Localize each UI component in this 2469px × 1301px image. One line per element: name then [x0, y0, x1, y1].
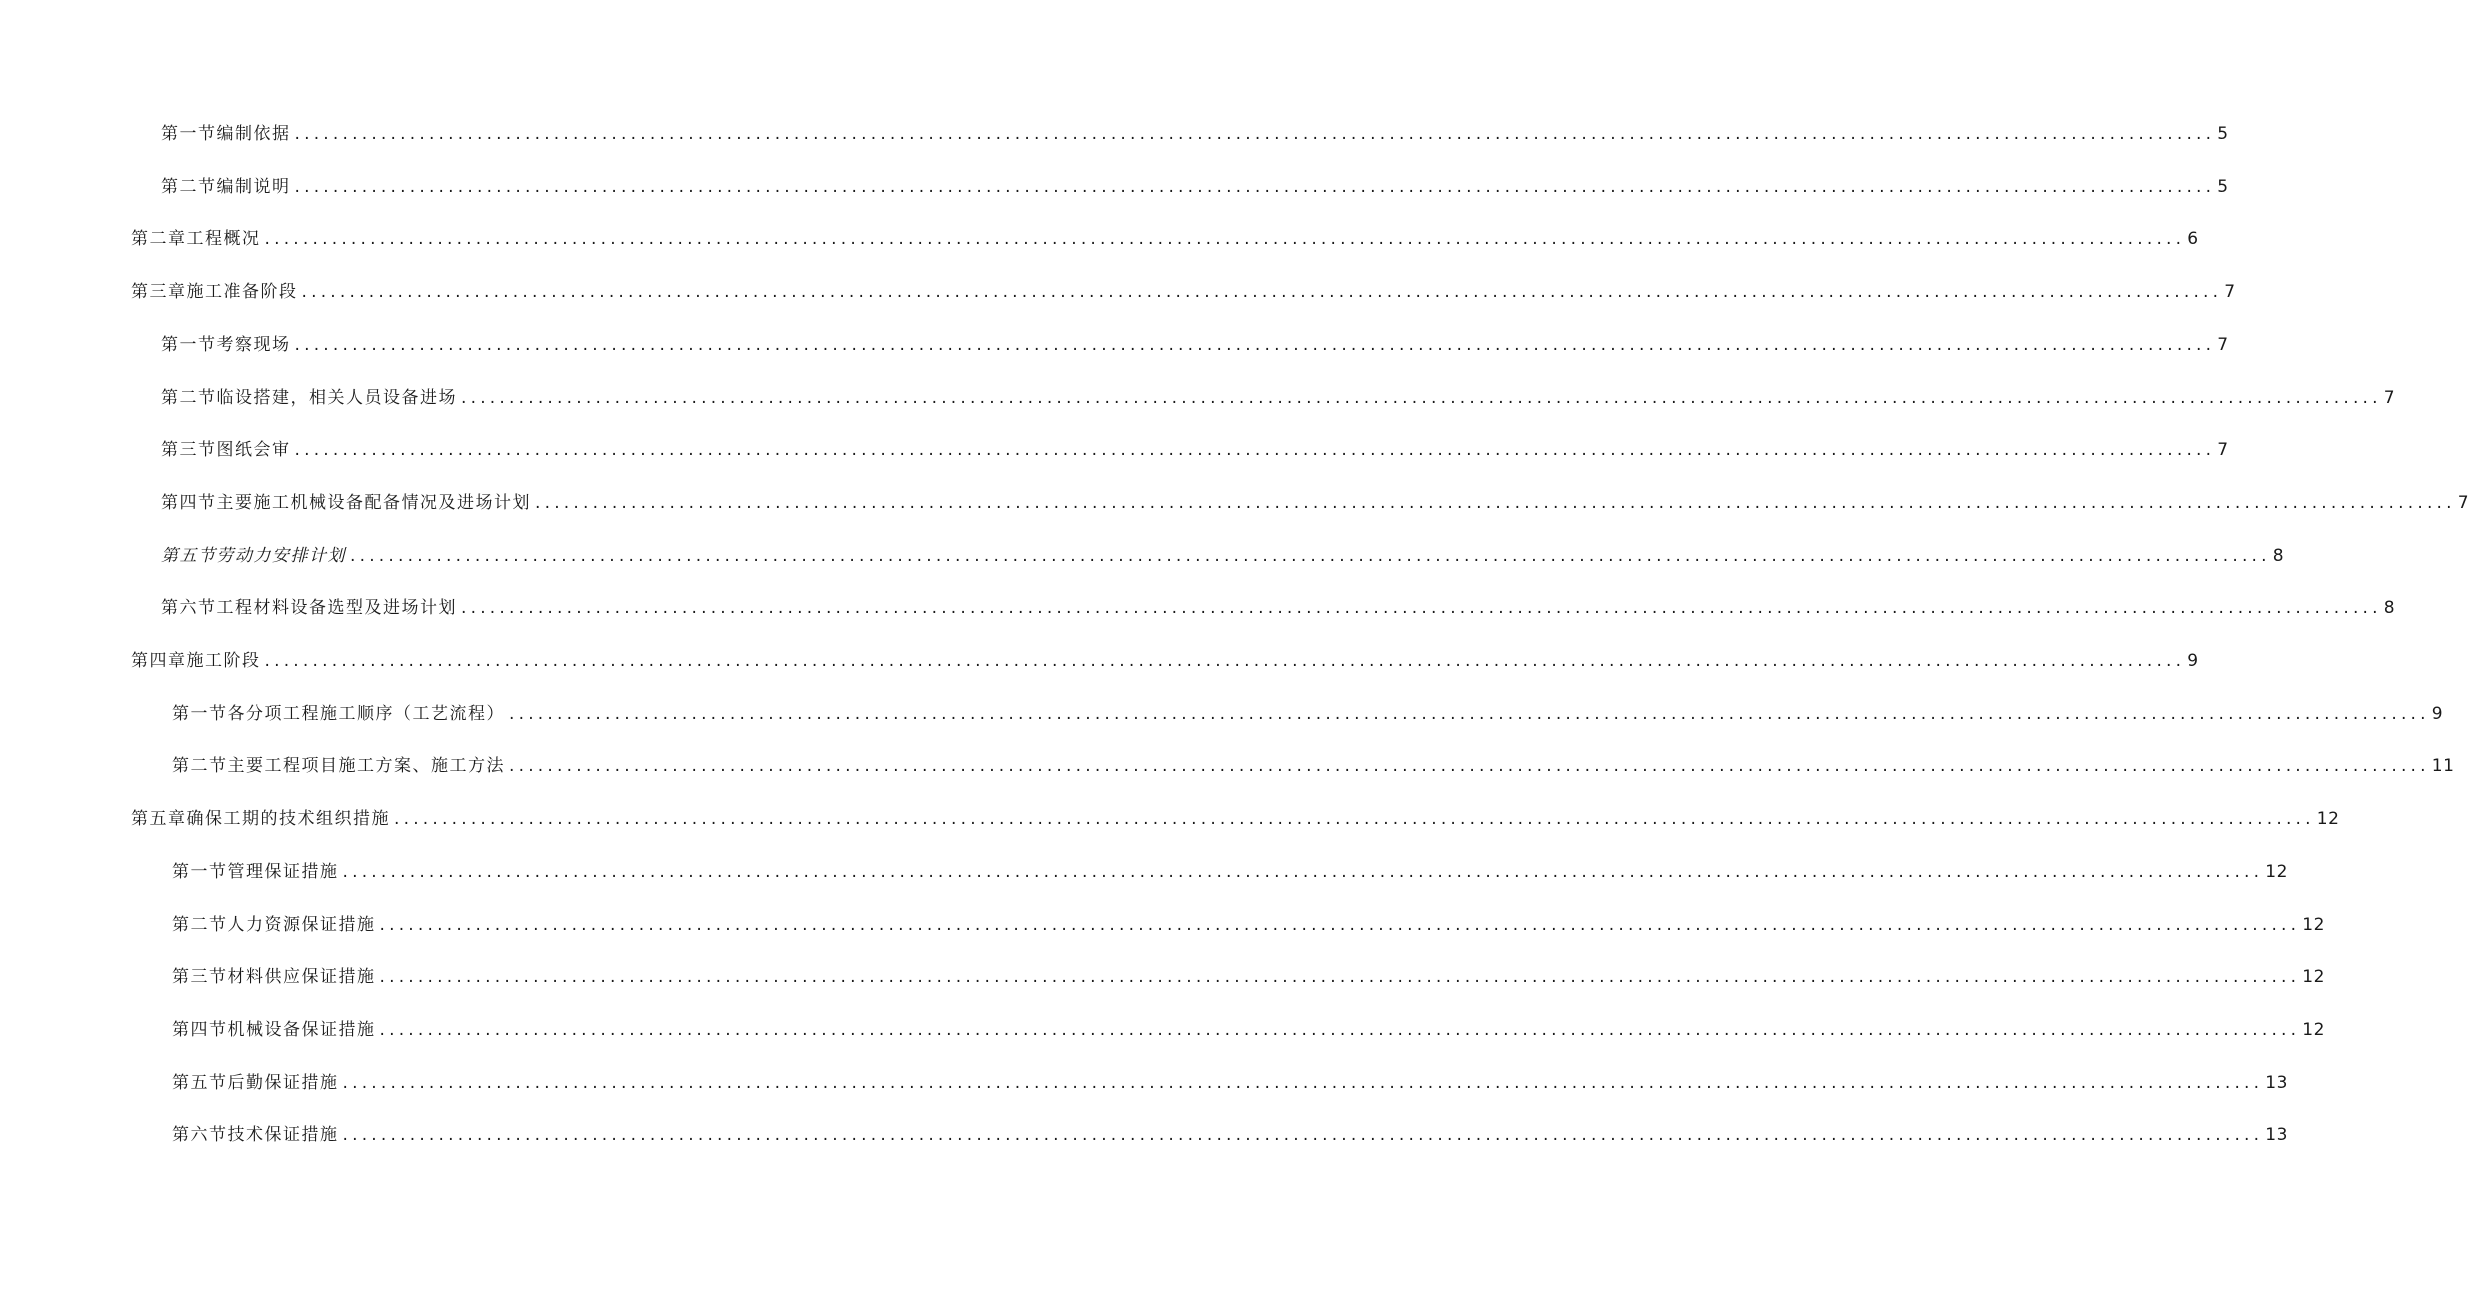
toc-entry-title: 第四节机械设备保证措施 — [172, 1019, 376, 1040]
toc-entry-title: 第四节主要施工机械设备配备情况及进场计划 — [161, 492, 531, 513]
toc-entry-title: 第六节工程材料设备选型及进场计划 — [161, 598, 457, 619]
dot-leader: ........................................................................................................................................................................................................ — [379, 1019, 2301, 1040]
dot-leader: ........................................................................................................................................................................................................ — [342, 1072, 2264, 1093]
toc-entry-page: 12 — [2265, 861, 2288, 882]
dot-leader: ........................................................................................................................................................................................................ — [342, 861, 2264, 882]
toc-entry-page: 8 — [2383, 598, 2396, 619]
toc-entry-title: 第五节劳动力安排计划 — [161, 545, 346, 566]
toc-entry[interactable] — [172, 1059, 2288, 1093]
dot-leader: ........................................................................................................................................................................................................ — [461, 598, 2382, 619]
toc-entry[interactable] — [161, 584, 2396, 619]
dot-leader: ........................................................................................................................................................................................................ — [394, 809, 2315, 830]
toc-entry-page: 13 — [2265, 1125, 2288, 1146]
toc-entry-title: 第一节考察现场 — [161, 334, 291, 355]
toc-entry[interactable] — [131, 795, 2340, 830]
toc-entry-page: 6 — [2187, 229, 2199, 250]
toc-entry-page: 7 — [2217, 440, 2229, 461]
toc-entry-title: 第一节各分项工程施工顺序（工艺流程） — [172, 703, 505, 724]
dot-leader: ........................................................................................................................................................................................................ — [379, 914, 2301, 935]
dot-leader: ........................................................................................................................................................................................................ — [509, 756, 2430, 777]
dot-leader: ........................................................................................................................................................................................................ — [342, 1125, 2264, 1146]
toc-entry[interactable] — [172, 1006, 2325, 1040]
toc-entry-title: 第二节临设搭建，相关人员设备进场 — [161, 387, 457, 408]
dot-leader: ........................................................................................................................................................................................................ — [294, 124, 2216, 144]
toc-entry-page: 12 — [2302, 914, 2325, 935]
toc-entry-page: 12 — [2302, 1019, 2325, 1040]
toc-entry[interactable] — [172, 901, 2325, 935]
toc-entry[interactable] — [161, 426, 2229, 461]
dot-leader: ........................................................................................................................................................................................................ — [294, 176, 2216, 197]
toc-entry-title: 第一节编制依据 — [161, 124, 291, 144]
toc-entry[interactable] — [161, 163, 2229, 197]
toc-entry-title: 第二节人力资源保证措施 — [172, 914, 376, 935]
dot-leader: ........................................................................................................................................................................................................ — [301, 282, 2223, 303]
toc-entry[interactable] — [161, 479, 2469, 513]
dot-leader: ........................................................................................................................................................................................................ — [535, 492, 2456, 513]
toc-entry[interactable] — [172, 848, 2288, 882]
toc-entry-title: 第二章工程概况 — [131, 229, 261, 250]
toc-entry[interactable] — [131, 215, 2199, 250]
toc-entry[interactable] — [172, 742, 2455, 777]
dot-leader: ........................................................................................................................................................................................................ — [379, 967, 2301, 988]
toc-entry-page: 7 — [2383, 387, 2396, 408]
toc-entry[interactable] — [161, 532, 2285, 566]
toc-entry-title: 第二节主要工程项目施工方案、施工方法 — [172, 756, 505, 777]
toc-entry-title: 第三节图纸会审 — [161, 440, 291, 461]
toc-entry-page: 7 — [2217, 334, 2229, 355]
toc-entry-title: 第六节技术保证措施 — [172, 1125, 339, 1146]
dot-leader: ........................................................................................................................................................................................................ — [461, 387, 2382, 408]
toc-entry[interactable] — [172, 690, 2444, 724]
toc-entry-page: 11 — [2431, 756, 2455, 777]
toc-entry[interactable] — [131, 268, 2236, 303]
toc-entry-title: 第一节管理保证措施 — [172, 861, 339, 882]
dot-leader: ........................................................................................................................................................................................................ — [294, 334, 2216, 355]
toc-entry-page: 9 — [2187, 651, 2199, 671]
toc-entry-page: 5 — [2217, 124, 2229, 144]
toc-entry-title: 第五章确保工期的技术组织措施 — [131, 809, 390, 830]
toc-entry-page: 13 — [2265, 1072, 2288, 1093]
toc-entry-title: 第二节编制说明 — [161, 176, 291, 197]
dot-leader: ........................................................................................................................................................................................................ — [350, 545, 2271, 566]
toc-entry[interactable] — [131, 637, 2199, 671]
toc-entry[interactable] — [161, 110, 2229, 144]
dot-leader: ........................................................................................................................................................................................................ — [264, 229, 2186, 250]
dot-leader: ........................................................................................................................................................................................................ — [509, 703, 2430, 724]
toc-entry-title: 第三节材料供应保证措施 — [172, 967, 376, 988]
toc-entry-page: 7 — [2224, 282, 2236, 303]
toc-entry[interactable] — [161, 374, 2396, 408]
toc-entry[interactable] — [172, 953, 2325, 988]
toc-entry-title: 第三章施工准备阶段 — [131, 282, 298, 303]
toc-entry-page: 5 — [2217, 176, 2229, 197]
toc-entry-page: 7 — [2457, 492, 2469, 513]
toc-entry-title: 第四章施工阶段 — [131, 651, 261, 671]
toc-entry-page: 12 — [2316, 809, 2340, 830]
toc-entry[interactable] — [172, 1111, 2288, 1146]
toc-entry-page: 8 — [2272, 545, 2285, 566]
toc-entry[interactable] — [161, 321, 2229, 355]
toc-entry-page: 12 — [2302, 967, 2325, 988]
dot-leader: ........................................................................................................................................................................................................ — [264, 651, 2186, 671]
toc-entry-title: 第五节后勤保证措施 — [172, 1072, 339, 1093]
dot-leader: ........................................................................................................................................................................................................ — [294, 440, 2216, 461]
toc-entry-page: 9 — [2431, 703, 2444, 724]
